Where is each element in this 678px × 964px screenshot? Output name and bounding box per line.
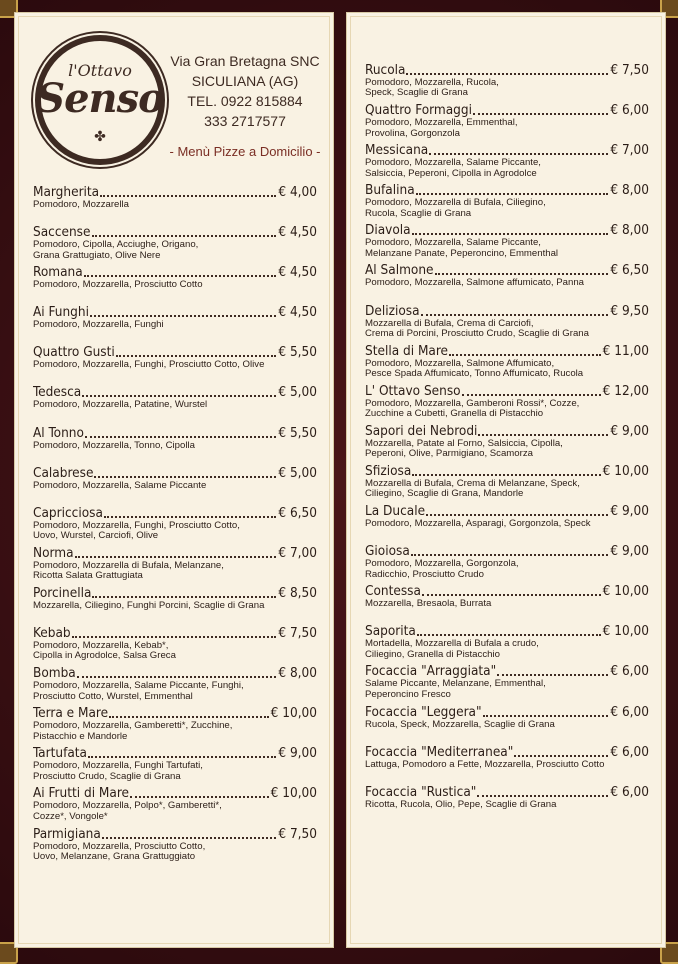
dot-leader <box>85 436 276 438</box>
menu-item-description: Lattuga, Pomodoro a Fette, Mozzarella, Prosciutto Cotto <box>365 758 605 770</box>
menu-item <box>33 666 317 706</box>
dot-leader <box>412 233 609 235</box>
menu-item-name: Romana <box>33 265 83 281</box>
menu-item-name: Sfiziosa <box>365 463 412 479</box>
menu-item-name: Sapori dei Nebrodi <box>365 423 478 439</box>
menu-item <box>365 745 649 785</box>
menu-item-line <box>365 143 649 158</box>
menu-item-name: Al Tonno <box>33 425 84 441</box>
menu-item-price: € 9,50 <box>610 303 649 319</box>
menu-item <box>33 185 317 225</box>
menu-item <box>365 464 649 504</box>
mobile-text: 333 2717577 <box>204 113 286 129</box>
menu-item-description: Rucola, Speck, Mozzarella, Scaglie di Grana <box>365 718 555 730</box>
menu-item-name: Tedesca <box>33 385 82 401</box>
menu-item-line <box>365 304 649 319</box>
menu-item-name: Deliziosa <box>365 303 420 319</box>
menu-item <box>365 304 649 344</box>
menu-item-line <box>365 745 649 760</box>
menu-item-description: Mortadella, Mozzarella di Bufala a crudo, Ciliegino, Granella di Pistacchio <box>365 638 539 660</box>
menu-item-name: Messicana <box>365 143 429 159</box>
menu-item-price: € 6,00 <box>610 664 649 680</box>
menu-item-description: Pomodoro, Mozzarella, Salmone Affumicato, Pesce Spada Affumicato, Tonno Affumicato, Rucola <box>365 357 584 380</box>
menu-item-line <box>33 586 317 601</box>
dot-leader <box>92 596 276 598</box>
menu-item-line <box>365 544 649 559</box>
menu-item <box>33 827 317 867</box>
menu-item-description: Pomodoro, Mozzarella, Funghi, Prosciutto Cotto, Uovo, Wurstel, Carciofi, Olive <box>33 519 240 542</box>
menu-item-description: Pomodoro, Mozzarella, Funghi <box>33 319 164 331</box>
menu-item-name: Ai Frutti di Mare <box>33 786 130 802</box>
menu-item-description: Pomodoro, Mozzarella, Emmenthal, Provolina, Gorgonzola <box>365 117 518 139</box>
dot-leader <box>483 715 609 717</box>
menu-item-description: Pomodoro, Mozzarella, Gorgonzola, Radicchio, Prosciutto Crudo <box>365 558 519 580</box>
menu-item-name: L' Ottavo Senso <box>365 383 461 399</box>
menu-item-name: La Ducale <box>365 504 426 520</box>
menu-item-name: Gioiosa <box>365 544 410 560</box>
menu-item-name: Capricciosa <box>33 505 103 521</box>
dot-leader <box>82 395 276 397</box>
dot-leader <box>477 795 608 797</box>
menu-item <box>33 225 317 265</box>
menu-item-name: Quattro Gusti <box>33 345 115 361</box>
dot-leader <box>130 796 269 798</box>
menu-item-price: € 5,50 <box>278 345 317 361</box>
menu-item <box>365 544 649 584</box>
menu-item-description: Pomodoro, Mozzarella, Salame Piccante, Melanzane Panate, Peperoncino, Emmenthal <box>365 237 559 259</box>
menu-item-name: Saccense <box>33 225 91 241</box>
menu-item-line <box>365 223 649 238</box>
menu-item-line <box>365 384 649 399</box>
menu-item <box>33 546 317 586</box>
menu-item-price: € 12,00 <box>602 383 649 399</box>
dot-leader <box>94 476 276 478</box>
menu-item-price: € 7,50 <box>278 826 317 842</box>
menu-item <box>365 785 649 825</box>
menu-item-description: Pomodoro, Mozzarella di Bufala, Melanzane, Ricotta Salata Grattugiata <box>33 559 224 582</box>
dot-leader <box>416 193 609 195</box>
menu-item-price: € 10,00 <box>602 463 649 479</box>
menu-item-price: € 4,50 <box>278 265 317 281</box>
menu-item <box>365 103 649 143</box>
menu-item-price: € 10,00 <box>602 624 649 640</box>
menu-item <box>365 223 649 263</box>
dot-leader <box>75 556 277 558</box>
menu-item-description: Mozzarella, Bresaola, Burrata <box>365 598 492 610</box>
menu-item-name: Porcinella <box>33 585 92 601</box>
dot-leader <box>92 235 277 237</box>
menu-item <box>33 466 317 506</box>
menu-item <box>365 705 649 745</box>
menu-item-line <box>33 225 317 240</box>
menu-item-price: € 7,00 <box>278 545 317 561</box>
menu-item-price: € 8,00 <box>610 183 649 199</box>
menu-item <box>365 344 649 384</box>
dot-leader <box>514 755 608 757</box>
menu-item-name: Focaccia "Mediterranea" <box>365 744 514 760</box>
menu-item-price: € 6,50 <box>278 505 317 521</box>
logo-top-text: l'Ottavo <box>68 61 132 80</box>
menu-item-line <box>33 786 317 801</box>
address-text: Via Gran Bretagna SNC <box>170 53 320 69</box>
menu-item-line <box>33 185 317 200</box>
menu-item-name: Bomba <box>33 666 76 682</box>
dot-leader <box>109 716 269 718</box>
menu-item-line <box>33 466 317 481</box>
menu-item-name: Margherita <box>33 185 100 200</box>
menu-item <box>33 305 317 345</box>
menu-header <box>15 13 333 163</box>
menu-item-description: Pomodoro, Mozzarella, Rucola, Speck, Scaglie di Grana <box>365 77 499 99</box>
menu-item <box>33 786 317 826</box>
city-text: SICULIANA (AG) <box>191 73 299 89</box>
menu-list-right <box>365 63 649 825</box>
menu-item-description: Pomodoro, Mozzarella, Polpo*, Gamberetti*, Cozze*, Vongole* <box>33 800 222 822</box>
phone-text: TEL. 0922 815884 <box>187 93 303 109</box>
menu-item-line <box>33 426 317 441</box>
menu-item-name: Terra e Mare <box>33 706 109 722</box>
dot-leader <box>421 314 609 316</box>
logo-ornament-icon: ✤ <box>94 128 106 144</box>
restaurant-logo <box>35 35 165 165</box>
menu-item-price: € 6,50 <box>610 263 649 279</box>
menu-item <box>33 506 317 546</box>
dot-leader <box>417 634 601 636</box>
dot-leader <box>462 394 601 396</box>
dot-leader <box>435 273 609 275</box>
menu-item-line <box>365 103 649 118</box>
menu-item-price: € 6,00 <box>610 744 649 760</box>
menu-list-left <box>33 185 317 867</box>
dot-leader <box>497 674 608 676</box>
menu-item-name: Tartufata <box>33 746 87 762</box>
menu-item-name: Focaccia "Leggera" <box>365 704 482 720</box>
menu-item-line <box>33 706 317 721</box>
menu-item-name: Quattro Formaggi <box>365 103 472 119</box>
menu-item-name: Ai Funghi <box>33 305 89 321</box>
menu-item <box>33 426 317 466</box>
dot-leader <box>77 676 277 678</box>
menu-item <box>33 265 317 305</box>
menu-item <box>365 664 649 704</box>
menu-item-price: € 6,00 <box>610 103 649 119</box>
menu-item-line <box>365 263 649 278</box>
menu-item-line <box>365 504 649 519</box>
menu-item-description: Pomodoro, Mozzarella, Salame Piccante, Salsiccia, Peperoni, Cipolla in Agrodolce <box>365 157 541 179</box>
menu-item-description: Pomodoro, Mozzarella, Salame Piccante, Funghi, Prosciutto Cotto, Wurstel, Emmenthal <box>33 680 244 702</box>
menu-item-name: Focaccia "Rustica" <box>365 784 477 800</box>
menu-item-description: Pomodoro, Mozzarella, Patatine, Wurstel <box>33 399 208 411</box>
menu-item <box>365 624 649 664</box>
menu-item-price: € 9,00 <box>610 423 649 439</box>
menu-item-line <box>365 63 649 78</box>
menu-item-description: Pomodoro, Mozzarella, Gamberetti*, Zucchine, Pistacchio e Mandorle <box>33 720 233 742</box>
menu-item-name: Stella di Mare <box>365 343 449 359</box>
menu-item-name: Rucola <box>365 63 406 78</box>
menu-item-price: € 10,00 <box>602 584 649 600</box>
menu-item-price: € 4,50 <box>278 305 317 321</box>
menu-item <box>365 424 649 464</box>
menu-item-price: € 7,00 <box>610 143 649 159</box>
menu-item-line <box>33 827 317 842</box>
menu-item-price: € 7,50 <box>610 63 649 78</box>
menu-item-price: € 5,50 <box>278 425 317 441</box>
menu-item-line <box>33 626 317 641</box>
menu-item-description: Pomodoro, Mozzarella, Funghi, Prosciutto Cotto, Olive <box>33 359 265 371</box>
menu-item-description: Pomodoro, Mozzarella, Gamberoni Rossi*, Cozze, Zucchine a Cubetti, Granella di Pistacchio <box>365 397 580 420</box>
menu-item-description: Pomodoro, Mozzarella, Prosciutto Cotto <box>33 279 203 291</box>
dot-leader <box>412 474 600 476</box>
menu-item-line <box>365 464 649 479</box>
menu-item-description: Mozzarella, Ciliegino, Funghi Porcini, Scaglie di Grana <box>33 599 265 611</box>
menu-item-line <box>365 664 649 679</box>
dot-leader <box>116 355 277 357</box>
menu-item-line <box>33 305 317 320</box>
menu-item-line <box>365 424 649 439</box>
logo-main-text: Senso <box>36 75 164 122</box>
menu-item-line <box>365 344 649 359</box>
menu-item-description: Pomodoro, Cipolla, Acciughe, Origano, Grana Grattugiato, Olive Nere <box>33 239 199 261</box>
dot-leader <box>72 636 277 638</box>
menu-item <box>33 746 317 786</box>
menu-item-name: Bufalina <box>365 183 415 199</box>
menu-item-description: Salame Piccante, Melanzane, Emmenthal, Peperoncino Fresco <box>365 678 546 700</box>
menu-item <box>33 385 317 425</box>
menu-item-price: € 9,00 <box>610 544 649 560</box>
menu-item <box>33 586 317 626</box>
menu-item <box>365 183 649 223</box>
menu-item-price: € 8,00 <box>610 223 649 239</box>
menu-item-line <box>365 705 649 720</box>
dot-leader <box>473 113 608 115</box>
dot-leader <box>90 315 276 317</box>
contact-info <box>165 51 325 131</box>
menu-item-price: € 7,50 <box>278 626 317 642</box>
menu-item-line <box>33 345 317 360</box>
menu-item-description: Mozzarella di Bufala, Crema di Melanzane, Speck, Ciliegino, Scaglie di Grana, Mandorle <box>365 477 580 500</box>
menu-item-price: € 6,00 <box>610 704 649 720</box>
menu-item-price: € 10,00 <box>270 786 317 802</box>
menu-item <box>365 384 649 424</box>
dot-leader <box>426 514 608 516</box>
dot-leader <box>84 275 277 277</box>
menu-item-name: Calabrese <box>33 465 94 481</box>
menu-item-name: Kebab <box>33 626 71 642</box>
dot-leader <box>478 434 608 436</box>
dot-leader <box>449 354 601 356</box>
menu-item-price: € 4,00 <box>278 185 317 200</box>
menu-item <box>33 706 317 746</box>
menu-item-description: Pomodoro, Mozzarella, Kebab*, Cipolla in Agrodolce, Salsa Greca <box>33 640 176 662</box>
menu-item-price: € 4,50 <box>278 225 317 241</box>
menu-item-description: Pomodoro, Mozzarella, Salame Piccante <box>33 479 207 491</box>
menu-item-price: € 9,00 <box>610 504 649 520</box>
menu-item-line <box>33 265 317 280</box>
menu-item-line <box>33 746 317 761</box>
menu-item-description: Pomodoro, Mozzarella, Salmone affumicato, Panna <box>365 277 584 289</box>
menu-item-description: Pomodoro, Mozzarella, Prosciutto Cotto, Uovo, Melanzane, Grana Grattuggiato <box>33 840 206 862</box>
dot-leader <box>102 837 277 839</box>
menu-item-description: Mozzarella di Bufala, Crema di Carciofi, Crema di Porcini, Prosciutto Crudo, Scaglie di Grana <box>365 317 589 339</box>
menu-item <box>33 345 317 385</box>
menu-item-name: Al Salmone <box>365 263 434 279</box>
menu-item-price: € 8,00 <box>278 666 317 682</box>
menu-item <box>365 263 649 303</box>
menu-item-price: € 8,50 <box>278 585 317 601</box>
menu-item-description: Ricotta, Rucola, Olio, Pepe, Scaglie di Grana <box>365 798 557 810</box>
menu-item-price: € 9,00 <box>278 746 317 762</box>
menu-item-line <box>33 506 317 521</box>
menu-item-name: Parmigiana <box>33 826 101 842</box>
menu-item <box>33 626 317 666</box>
menu-item-price: € 5,00 <box>278 465 317 481</box>
menu-item-line <box>365 584 649 599</box>
menu-panel-left <box>14 12 334 948</box>
menu-item-name: Focaccia "Arraggiata" <box>365 664 497 680</box>
dot-leader <box>88 756 276 758</box>
menu-item-name: Norma <box>33 545 74 561</box>
menu-item-name: Diavola <box>365 223 411 239</box>
menu-subtitle: - Menù Pizze a Domicilio - <box>169 144 321 159</box>
dot-leader <box>429 153 608 155</box>
menu-item <box>365 63 649 103</box>
menu-item-line <box>33 666 317 681</box>
menu-item-price: € 6,00 <box>610 784 649 800</box>
menu-panel-right <box>346 12 666 948</box>
menu-item-line <box>365 785 649 800</box>
menu-item-description: Pomodoro, Mozzarella di Bufala, Ciliegino, Rucola, Scaglie di Grana <box>365 197 546 219</box>
dot-leader <box>100 195 276 197</box>
menu-item-line <box>33 546 317 561</box>
menu-item <box>365 143 649 183</box>
menu-item <box>365 504 649 544</box>
menu-item-description: Pomodoro, Mozzarella <box>33 199 129 210</box>
menu-item-description: Pomodoro, Mozzarella, Funghi Tartufati, Prosciutto Crudo, Scaglie di Grana <box>33 760 203 782</box>
menu-item-description: Mozzarella, Patate al Forno, Salsiccia, Cipolla, Peperoni, Olive, Parmigiano, Scamorza <box>365 437 563 460</box>
menu-item-line <box>365 183 649 198</box>
menu-item-price: € 5,00 <box>278 385 317 401</box>
menu-item-price: € 11,00 <box>602 343 649 359</box>
dot-leader <box>422 594 601 596</box>
menu-item-description: Pomodoro, Mozzarella, Asparagi, Gorgonzola, Speck <box>365 518 591 530</box>
menu-item-price: € 10,00 <box>270 706 317 722</box>
dot-leader <box>406 73 608 75</box>
menu-item-name: Contessa <box>365 584 421 600</box>
menu-item <box>365 584 649 624</box>
dot-leader <box>411 554 609 556</box>
menu-item-line <box>33 385 317 400</box>
menu-item-description: Pomodoro, Mozzarella, Tonno, Cipolla <box>33 439 195 451</box>
menu-item-line <box>365 624 649 639</box>
menu-item-name: Saporita <box>365 624 416 640</box>
dot-leader <box>104 516 276 518</box>
